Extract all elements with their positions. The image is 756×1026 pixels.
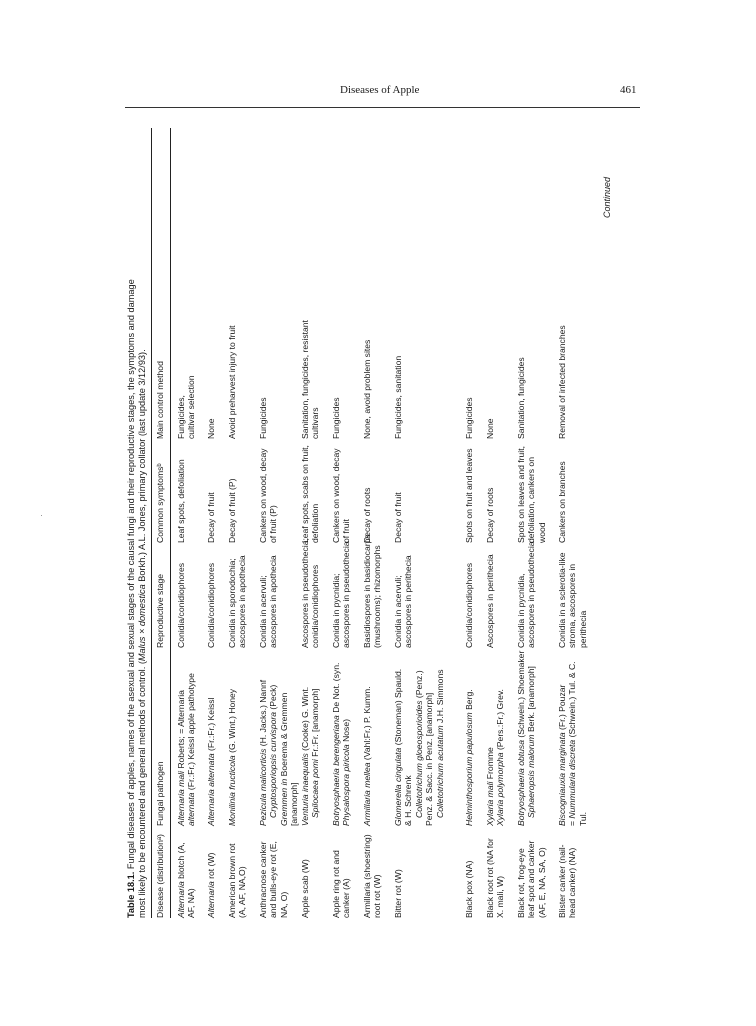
cell-line: wood xyxy=(536,522,547,543)
cell-line: AF, NA) xyxy=(186,888,197,918)
cell-line: Black root rot (NA for xyxy=(485,838,495,918)
table-label: Table 18.1. xyxy=(126,871,136,918)
cell-symptoms xyxy=(258,445,279,543)
cell-stage xyxy=(516,541,537,648)
cell-control xyxy=(206,129,216,439)
cell-disease xyxy=(206,832,216,918)
cell-symptoms xyxy=(176,445,186,543)
table-caption xyxy=(126,138,148,918)
caption-text-2c: Borkh.) A.L. Jones, primary collator (last update 3/12/93). xyxy=(137,349,147,585)
cell-pathogen xyxy=(557,652,588,826)
cell-symptoms xyxy=(464,445,474,543)
cell-line: leaf spot and canker xyxy=(526,840,537,918)
cell-line: Botryosphaeria obtusa (Schwein.) Shoemaker xyxy=(516,650,526,826)
rotated-table xyxy=(126,118,646,918)
cell-symptoms xyxy=(516,445,547,543)
cell-line: Avoid preharvest injury to fruit xyxy=(227,325,237,439)
cell-stage xyxy=(557,546,588,648)
cell-stage xyxy=(176,546,186,648)
cell-line: of fruit (P) xyxy=(268,505,279,543)
cell-line: Conidia in acervuli; xyxy=(393,575,403,648)
cell-line: Alternaria blotch (A, xyxy=(176,842,186,918)
cell-line: Xylaria mali Fromme xyxy=(485,747,495,826)
cell-control xyxy=(557,129,567,439)
cell-disease xyxy=(557,832,578,918)
cell-line: = Nummularia discreta (Schwein.) Tul. & C. xyxy=(567,661,578,826)
cell-line: defoliation xyxy=(310,503,321,543)
cell-line: Conidia/conidiophores xyxy=(464,562,474,648)
cell-symptoms xyxy=(227,445,237,543)
cell-line: Biscogniauxia marginata (Fr.) Pouzar xyxy=(557,684,567,826)
cell-control xyxy=(464,129,474,439)
cell-line: Ascospores in perithecia xyxy=(485,554,495,648)
page-number: 461 xyxy=(620,84,637,96)
cell-disease xyxy=(464,832,474,918)
cell-pathogen xyxy=(362,652,372,826)
cell-line: & H. Schrenk xyxy=(403,775,414,826)
cell-line: ascospores in apothecia xyxy=(237,555,248,648)
cell-line: American brown rot xyxy=(227,843,237,918)
cell-line: perithecia xyxy=(577,610,588,648)
cell-pathogen xyxy=(206,652,216,826)
cell-line: Alternaria rot (W) xyxy=(206,852,216,918)
cell-disease xyxy=(227,832,248,918)
cell-line: cultivars xyxy=(310,407,321,439)
cell-line: Decay of roots xyxy=(362,487,372,543)
cell-disease xyxy=(393,832,403,918)
cell-stage xyxy=(464,546,474,648)
cell-line: Apple scab (W) xyxy=(300,859,310,918)
cell-line: Spots on leaves and fruit, xyxy=(516,446,526,543)
cell-line: Decay of fruit xyxy=(206,492,216,543)
cell-line: Helminthosporium papulosum Berg. xyxy=(464,689,474,826)
cell-line: Pezicula malicorticis (H. Jacks.) Nannf xyxy=(258,679,268,826)
cell-control xyxy=(227,129,237,439)
cell-line: Cankers on branches xyxy=(557,461,567,543)
cell-line: None, avoid problem sites xyxy=(362,339,372,439)
cell-line: of fruit xyxy=(341,519,352,543)
cell-line: [anamorph] xyxy=(289,782,300,826)
cell-line: and bulls-eye rot (E, xyxy=(268,841,279,918)
cell-pathogen xyxy=(300,652,321,826)
cell-line: Removal of infected branches xyxy=(557,325,567,439)
cell-pathogen xyxy=(464,652,474,826)
cell-line: Spots on fruit and leaves xyxy=(464,448,474,543)
cell-line: Armillaria mellea (Vahl:Fr.) P. Kumm. xyxy=(362,686,372,826)
cell-line: head canker) (NA) xyxy=(567,847,578,918)
cell-line: Cryptosporiopsis curvispora (Peck) xyxy=(268,684,279,818)
caption-species: Malus × domestica xyxy=(137,584,147,662)
cell-control xyxy=(516,129,526,439)
cell-control xyxy=(485,129,495,439)
cell-line: Armillaria (shoestring) xyxy=(362,834,372,918)
cell-line: Conidia in sporodochia; xyxy=(227,558,237,648)
cell-pathogen xyxy=(176,652,197,826)
cell-pathogen xyxy=(516,652,537,826)
cell-line: None xyxy=(485,418,495,439)
cell-line: Gremmen in Boerema & Gremmen xyxy=(278,692,289,826)
cell-line: root rot (W) xyxy=(372,874,383,918)
cell-symptoms xyxy=(206,445,216,543)
cell-line: Physalospora piricola Nose) xyxy=(341,719,352,826)
cell-line: alternata (Fr.:Fr.) Keissl apple pathotype xyxy=(186,673,197,826)
caption-text-1: Fungal diseases of apples, names of the asexual and sexual stages of the causal fungi and their reproductive stages, the symptoms and damage xyxy=(126,279,136,870)
cell-line: Conidia in a sclerotia-like xyxy=(557,552,567,648)
cell-line: Glomerella cingulata (Stoneman) Spauld. xyxy=(393,668,403,826)
header-stage: Reproductive stage xyxy=(155,573,165,648)
cell-stage xyxy=(362,534,383,648)
cell-line: Leaf spots, scabs on fruit, xyxy=(300,445,310,543)
cell-line: Xylaria polymorpha (Pers.:Fr.) Grev. xyxy=(495,689,506,826)
cell-disease xyxy=(258,832,289,918)
cell-line: ascospores in pseudothecia xyxy=(526,541,537,648)
cell-line: (A, AF, NA,O) xyxy=(237,866,248,918)
cell-line: Anthracnose canker xyxy=(258,841,268,918)
cell-disease xyxy=(516,832,547,918)
cell-line: Blister canker (nail- xyxy=(557,844,567,918)
caption-text-2a: most likely to be encountered and general methods of control. ( xyxy=(137,661,147,918)
cell-line: Sphaeropsis malorum Berk. [anamorph] xyxy=(526,666,537,818)
cell-pathogen xyxy=(331,652,352,826)
cell-stage xyxy=(300,538,321,648)
cell-control xyxy=(176,129,197,439)
cell-line: ascospores in perithecia xyxy=(403,555,414,648)
running-head: Diseases of Apple xyxy=(340,84,420,96)
cell-symptoms xyxy=(485,445,495,543)
cell-disease xyxy=(331,832,352,918)
header-disease: Disease (distributionᵃ) xyxy=(155,834,165,918)
cell-stage xyxy=(258,546,279,648)
table-top-rule xyxy=(151,128,152,918)
cell-line: Fungicides xyxy=(331,397,341,439)
cell-line: Ascospores in pseudothecia; xyxy=(300,538,310,648)
cell-pathogen xyxy=(393,652,445,826)
header-pathogen: Fungal pathogen xyxy=(155,761,165,826)
cell-control xyxy=(362,129,372,439)
cell-stage xyxy=(393,546,414,648)
cell-line: defoliation, cankers on xyxy=(526,457,537,543)
cell-pathogen xyxy=(227,652,237,826)
cell-line: Botryosphaeria berengeriana De Not. (syn. xyxy=(331,662,341,826)
cell-line: Tul. xyxy=(577,811,588,826)
cell-symptoms xyxy=(557,445,567,543)
cell-stage xyxy=(485,546,495,648)
cell-stage xyxy=(227,546,248,648)
cell-line: Fungicides xyxy=(464,397,474,439)
cell-line: Venturia inaequalis (Cooke) G. Wint. xyxy=(300,686,310,826)
cell-line: Cankers on wood, decay xyxy=(258,448,268,543)
cell-line: ascospores in pseudothecia xyxy=(341,541,352,648)
cell-line: Conidia/conidiophores xyxy=(176,562,186,648)
cell-stage xyxy=(206,546,216,648)
header-symptoms: Common symptomsᵇ xyxy=(155,463,165,543)
cell-control xyxy=(300,129,321,439)
continued-label: Continued xyxy=(602,176,612,218)
cell-line: Conidia in acervuli; xyxy=(258,575,268,648)
cell-control xyxy=(258,129,268,439)
cell-line: NA, O) xyxy=(278,891,289,918)
cell-disease xyxy=(300,832,310,918)
cell-line: stroma, ascospores in xyxy=(567,563,578,648)
cell-disease xyxy=(176,832,197,918)
cell-line: Decay of roots xyxy=(485,487,495,543)
cell-line: None xyxy=(206,418,216,439)
cell-line: Basidiospores in basidiocarps xyxy=(362,534,372,648)
cell-line: Cankers on wood, decay xyxy=(331,448,341,543)
cell-line: Fungicides xyxy=(258,397,268,439)
cell-line: Black rot, frog-eye xyxy=(516,848,526,918)
cell-line: cultivar selection xyxy=(186,375,197,439)
cell-line: Black pox (NA) xyxy=(464,860,474,918)
cell-stage xyxy=(331,541,352,648)
cell-line: Decay of fruit (P) xyxy=(227,478,237,543)
cell-line: Sanitation, fungicides xyxy=(516,357,526,439)
cell-line: Alternaria mali Roberts; = Alternaria xyxy=(176,690,186,826)
cell-line: Fungicides, xyxy=(176,395,186,439)
cell-pathogen xyxy=(258,652,300,826)
cell-pathogen xyxy=(485,652,506,826)
cell-control xyxy=(331,129,341,439)
cell-line: Alternaria alternata (Fr.:Fr.) Keissl xyxy=(206,697,216,826)
cell-line: Apple ring rot and xyxy=(331,850,341,918)
cell-disease xyxy=(485,832,506,918)
cell-line: Bitter rot (W) xyxy=(393,869,403,918)
cell-line: Penz. & Sacc. in Penz. [anamorph] xyxy=(424,692,435,826)
header-rule xyxy=(125,107,640,108)
cell-symptoms xyxy=(362,445,372,543)
cell-symptoms xyxy=(331,445,352,543)
cell-line: Monilinia fructicola (G. Wint.) Honey xyxy=(227,688,237,826)
cell-line: Conidia in pycnidia, xyxy=(516,573,526,648)
cell-symptoms xyxy=(300,445,321,543)
cell-line: Decay of fruit xyxy=(393,492,403,543)
cell-line: (AF, E, NA, SA, O) xyxy=(536,847,547,918)
cell-line: Colletotrichum gloeosporioides (Penz.) xyxy=(413,670,424,818)
cell-disease xyxy=(362,832,383,918)
table-header-rule xyxy=(170,128,171,918)
cell-line: Conidia/conidiophores xyxy=(206,562,216,648)
cell-line: X. mali, W) xyxy=(495,875,506,918)
cell-line: ascospores in apothecia xyxy=(268,555,279,648)
cell-line: Spilocaea pomi Fr.:Fr. [anamorph] xyxy=(310,688,321,818)
cell-line: (mushrooms); rhizomorphs xyxy=(372,545,383,648)
cell-control xyxy=(393,129,403,439)
cell-line: Conidia in pycnidia; xyxy=(331,573,341,648)
stray-mark xyxy=(41,515,42,516)
cell-line: Fungicides, sanitation xyxy=(393,355,403,439)
cell-line: Colletotrichum acutatum J.H. Simmons xyxy=(434,669,445,818)
cell-line: Sanitation, fungicides, resistant xyxy=(300,320,310,439)
cell-line: Leaf spots, defoliation xyxy=(176,459,186,543)
cell-line: conidia/conidiophores xyxy=(310,564,321,648)
header-control: Main control method xyxy=(155,361,165,439)
cell-line: canker (A) xyxy=(341,878,352,918)
cell-symptoms xyxy=(393,445,403,543)
